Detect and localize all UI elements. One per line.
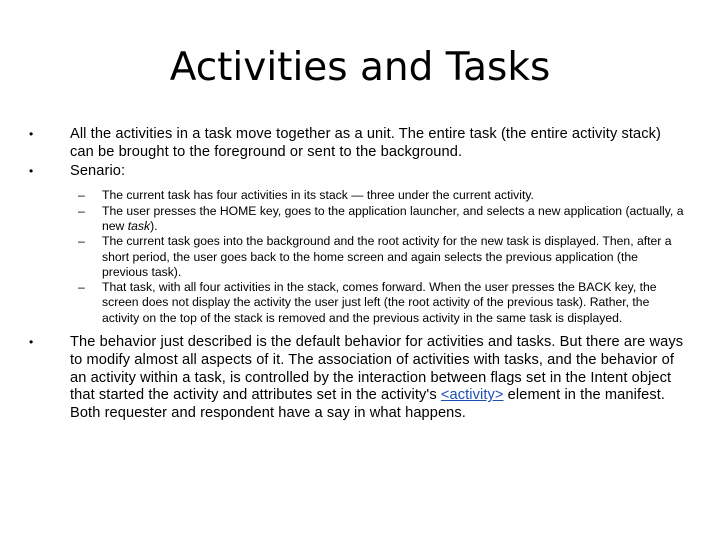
slide-title: Activities and Tasks [169,45,551,90]
bullet-text: All the activities in a task move together as a unit. The entire task (the entire activity stack) can be brought to the foreground or sent to the background. [70,126,662,160]
bullet-item [24,334,684,423]
bullet-glyph: • [29,127,34,141]
sub-bullet-text: That task, with all four activities in the stack, comes forward. When the user presses the BACK key, the screen does not display the activity the user just left (the root activity of the previous task). Rather, the activity on the top of the stack is removed and the previous activity in the same task is displayed. [102,280,657,325]
sub-bullet-item [24,188,684,203]
sub-bullet-group [24,188,684,326]
dash-glyph: – [78,280,85,295]
sub-bullet-item [24,234,684,280]
sub-bullet-text: The current task goes into the background and the root activity for the new task is displayed. Then, after a short period, the user goes back to the home screen and again selects the previous application (the previous task). [102,234,672,279]
sub-bullet-text-post: ). [150,218,158,233]
bullet-text-pre: The behavior just described is the default behavior for activities and tasks. But there are ways to modify almost all aspects of it. The association of activities with tasks, and the behavior of an activity within a task, is controlled by the interaction between flags set in the Intent object that started the activity and attributes set in the activity's [70,334,684,404]
sub-bullet-emphasis: task [127,218,151,233]
bullet-text-post: element in the manifest. Both requester and respondent have a say in what happens. [70,387,666,422]
sub-bullet-text-pre: The user presses the HOME key, goes to the application launcher, and selects a new application (actually, a new [102,203,684,233]
activity-element-link[interactable]: <activity> [440,387,504,404]
bullet-list [24,126,684,424]
bullet-text: Senario: [70,162,126,179]
dash-glyph: – [78,203,85,218]
sub-bullet-item [24,204,684,235]
bullet-glyph: • [29,335,34,350]
sub-bullet-item [24,280,684,326]
sub-bullet-list [24,188,684,326]
sub-bullet-text: The current task has four activities in its stack — three under the current activity. [102,188,534,203]
bullet-item [24,126,684,162]
bullet-glyph: • [29,163,34,178]
dash-glyph: – [78,188,85,203]
dash-glyph: – [78,234,85,249]
bullet-item [24,163,684,181]
